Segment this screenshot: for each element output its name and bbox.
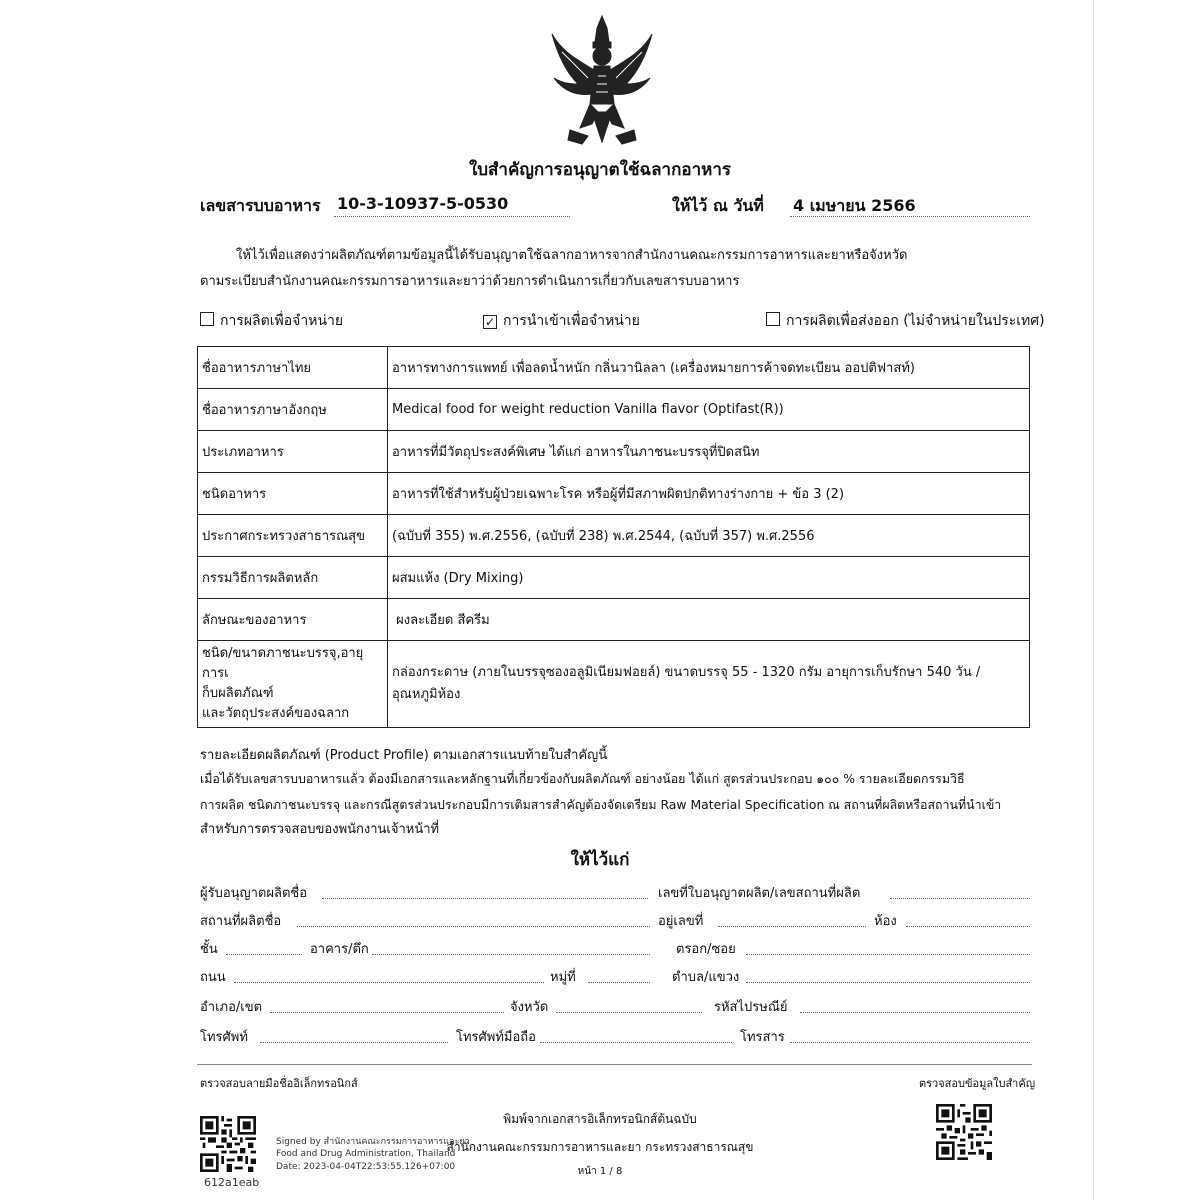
footer-divider bbox=[197, 1064, 1032, 1065]
signature-date: Date: 2023-04-04T22:53:55.126+07:00 bbox=[276, 1162, 456, 1172]
room-field[interactable] bbox=[906, 926, 1030, 927]
postcode-field[interactable] bbox=[800, 1012, 1030, 1013]
checkbox-export[interactable] bbox=[766, 310, 1045, 332]
address-no-label: อยู่เลขที่ bbox=[658, 914, 704, 929]
agency-en: Food and Drug Administration, Thailand bbox=[276, 1149, 456, 1159]
table-row bbox=[198, 641, 1030, 728]
row-label-line: และวัตถุประสงค์ของฉลาก bbox=[202, 706, 350, 721]
garuda-emblem-icon bbox=[548, 12, 656, 148]
alley-label: ตรอก/ซอย bbox=[676, 942, 736, 957]
issued-label: ให้ไว้ ณ วันที่ bbox=[672, 196, 764, 215]
row-value: ผสมแห้ง (Dry Mixing) bbox=[388, 557, 1030, 599]
note-line-3: การผลิต ชนิดภาชนะบรรจุ และกรณีสูตรส่วนประกอบมีการเติมสารสำคัญต้องจัดเตรียม Raw Material Specification ณ สถานที่ผลิตหรือสถานที่นำเข้า bbox=[200, 797, 1002, 812]
floor-label: ชั้น bbox=[200, 942, 218, 957]
row-label: ชื่ออาหารภาษาอังกฤษ bbox=[198, 389, 388, 431]
building-label: อาคาร/ตึก bbox=[310, 942, 369, 957]
reg-number: 10-3-10937-5-0530 bbox=[337, 194, 509, 213]
checkbox-box-checked[interactable]: ✓ bbox=[484, 315, 496, 329]
row-value: (ฉบับที่ 355) พ.ศ.2556, (ฉบับที่ 238) พ.ศ.2544, (ฉบับที่ 357) พ.ศ.2556 bbox=[388, 515, 1030, 557]
fax-field[interactable] bbox=[790, 1042, 1030, 1043]
address-no-field[interactable] bbox=[718, 926, 866, 927]
note-line-2: เมื่อได้รับเลขสารบบอาหารแล้ว ต้องมีเอกสารและหลักฐานที่เกี่ยวข้องกับผลิตภัณฑ์ อย่างน้อย ได้แก่ สูตรส่วนประกอบ ๑๐๐ % รายละเอียดกรรมวิธี bbox=[200, 771, 965, 786]
checkbox-label: การนำเข้าเพื่อจำหน่าย bbox=[503, 313, 640, 329]
printed-from: พิมพ์จากเอกสารอิเล็กทรอนิกส์ต้นฉบับ bbox=[503, 1112, 697, 1126]
alley-field[interactable] bbox=[746, 954, 1030, 955]
province-field[interactable] bbox=[556, 1012, 702, 1013]
checkbox-label: การผลิตเพื่อส่งออก (ไม่จำหน่ายในประเทศ) bbox=[786, 313, 1045, 329]
row-label: ประเภทอาหาร bbox=[198, 431, 388, 473]
licensee-field[interactable] bbox=[322, 898, 648, 899]
table-row bbox=[198, 431, 1030, 473]
phone-field[interactable] bbox=[260, 1042, 448, 1043]
signed-by: Signed by สำนักงานคณะกรรมการอาหารและยา bbox=[276, 1137, 470, 1147]
site-name-label: สถานที่ผลิตชื่อ bbox=[200, 914, 282, 929]
license-no-label: เลขที่ใบอนุญาตผลิต/เลขสถานที่ผลิต bbox=[658, 886, 861, 901]
row-label-line: ชนิด/ขนาดภาชนะบรรจุ,อายุการเ bbox=[202, 646, 364, 681]
row-value-line: กล่องกระดาษ (ภายในบรรจุซองอลูมิเนียมฟอยล์) ขนาดบรรจุ 55 - 1320 กรัม อายุการเก็บรักษา 540 วัน / bbox=[392, 665, 981, 680]
page-number: หน้า 1 / 8 bbox=[577, 1166, 623, 1177]
table-row bbox=[198, 473, 1030, 515]
checkbox-box[interactable] bbox=[766, 312, 780, 326]
subdistrict-field[interactable] bbox=[746, 982, 1030, 983]
row-label: ชื่ออาหารภาษาไทย bbox=[198, 347, 388, 389]
licensee-label: ผู้รับอนุญาตผลิตชื่อ bbox=[200, 886, 308, 901]
checkbox-production[interactable] bbox=[200, 310, 343, 332]
document-title: ใบสำคัญการอนุญาตใช้ฉลากอาหาร bbox=[468, 160, 732, 180]
postcode-label: รหัสไปรษณีย์ bbox=[714, 1000, 788, 1015]
road-label: ถนน bbox=[200, 970, 226, 985]
note-line-1: รายละเอียดผลิตภัณฑ์ (Product Profile) ตามเอกสารแนบท้ายใบสำคัญนี้ bbox=[200, 748, 608, 763]
table-row bbox=[198, 557, 1030, 599]
qr-code-id: 612a1eab bbox=[204, 1176, 260, 1189]
road-field[interactable] bbox=[234, 982, 544, 983]
table-row bbox=[198, 389, 1030, 431]
province-label: จังหวัด bbox=[510, 1000, 549, 1015]
intro-line-1: ให้ไว้เพื่อแสดงว่าผลิตภัณฑ์ตามข้อมูลนี้ได้รับอนุญาตใช้ฉลากอาหารจากสำนักงานคณะกรรมการอาหารและยาหรือจังหวัด bbox=[236, 248, 908, 263]
row-value: อาหารที่มีวัตถุประสงค์พิเศษ ได้แก่ อาหารในภาชนะบรรจุที่ปิดสนิท bbox=[388, 431, 1030, 473]
row-value bbox=[388, 641, 1030, 728]
verify-signature-label: ตรวจสอบลายมือชื่ออิเล็กทรอนิกส์ bbox=[200, 1077, 358, 1090]
issued-date-underline bbox=[790, 216, 1030, 217]
checkbox-import[interactable] bbox=[483, 310, 640, 332]
district-label: อำเภอ/เขต bbox=[200, 1000, 263, 1015]
row-label: ลักษณะของอาหาร bbox=[198, 599, 388, 641]
row-value: อาหารทางการแพทย์ เพื่อลดน้ำหนัก กลิ่นวานิลลา (เครื่องหมายการค้าจดทะเบียน ออปติฟาสท์) bbox=[388, 347, 1030, 389]
phone-label: โทรศัพท์ bbox=[200, 1030, 248, 1045]
mobile-field[interactable] bbox=[540, 1042, 732, 1043]
grantee-heading: ให้ไว้แก่ bbox=[570, 850, 630, 870]
fax-label: โทรสาร bbox=[740, 1030, 785, 1045]
row-value: Medical food for weight reduction Vanilla flavor (Optifast(R)) bbox=[388, 389, 1030, 431]
table-row bbox=[198, 347, 1030, 389]
license-no-field[interactable] bbox=[890, 898, 1030, 899]
row-label: ชนิดอาหาร bbox=[198, 473, 388, 515]
row-label: ประกาศกระทรวงสาธารณสุข bbox=[198, 515, 388, 557]
district-field[interactable] bbox=[270, 1012, 504, 1013]
reg-label: เลขสารบบอาหาร bbox=[200, 196, 321, 215]
subdistrict-label: ตำบล/แขวง bbox=[672, 970, 740, 985]
moo-field[interactable] bbox=[588, 982, 650, 983]
checkbox-box[interactable] bbox=[200, 312, 214, 326]
floor-field[interactable] bbox=[226, 954, 302, 955]
room-label: ห้อง bbox=[874, 914, 897, 929]
row-value: อาหารที่ใช้สำหรับผู้ป่วยเฉพาะโรค หรือผู้ที่มีสภาพผิดปกติทางร่างกาย + ข้อ 3 (2) bbox=[388, 473, 1030, 515]
moo-label: หมู่ที่ bbox=[550, 970, 576, 985]
reg-number-underline bbox=[334, 216, 570, 217]
product-info-table bbox=[197, 346, 1030, 728]
verify-certificate-label: ตรวจสอบข้อมูลใบสำคัญ bbox=[919, 1077, 1036, 1090]
table-row bbox=[198, 515, 1030, 557]
site-name-field[interactable] bbox=[297, 926, 650, 927]
row-label-line: ก็บผลิตภัณฑ์ bbox=[202, 686, 274, 701]
mobile-label: โทรศัพท์มือถือ bbox=[456, 1030, 536, 1045]
row-value-line: อุณหภูมิห้อง bbox=[392, 687, 461, 702]
checkbox-label: การผลิตเพื่อจำหน่าย bbox=[220, 313, 344, 329]
row-value: ผงละเอียด สีครีม bbox=[388, 599, 1030, 641]
agency-th: สำนักงานคณะกรรมการอาหารและยา กระทรวงสาธารณสุข bbox=[446, 1140, 754, 1154]
building-field[interactable] bbox=[372, 954, 650, 955]
row-label bbox=[198, 641, 388, 728]
intro-line-2: ตามระเบียบสำนักงานคณะกรรมการอาหารและยาว่าด้วยการดำเนินการเกี่ยวกับเลขสารบบอาหาร bbox=[200, 274, 740, 289]
issued-date: 4 เมษายน 2566 bbox=[793, 196, 916, 215]
note-line-4: สำหรับการตรวจสอบของพนักงานเจ้าหน้าที่ bbox=[200, 822, 440, 837]
table-row bbox=[198, 599, 1030, 641]
row-label: กรรมวิธีการผลิตหลัก bbox=[198, 557, 388, 599]
